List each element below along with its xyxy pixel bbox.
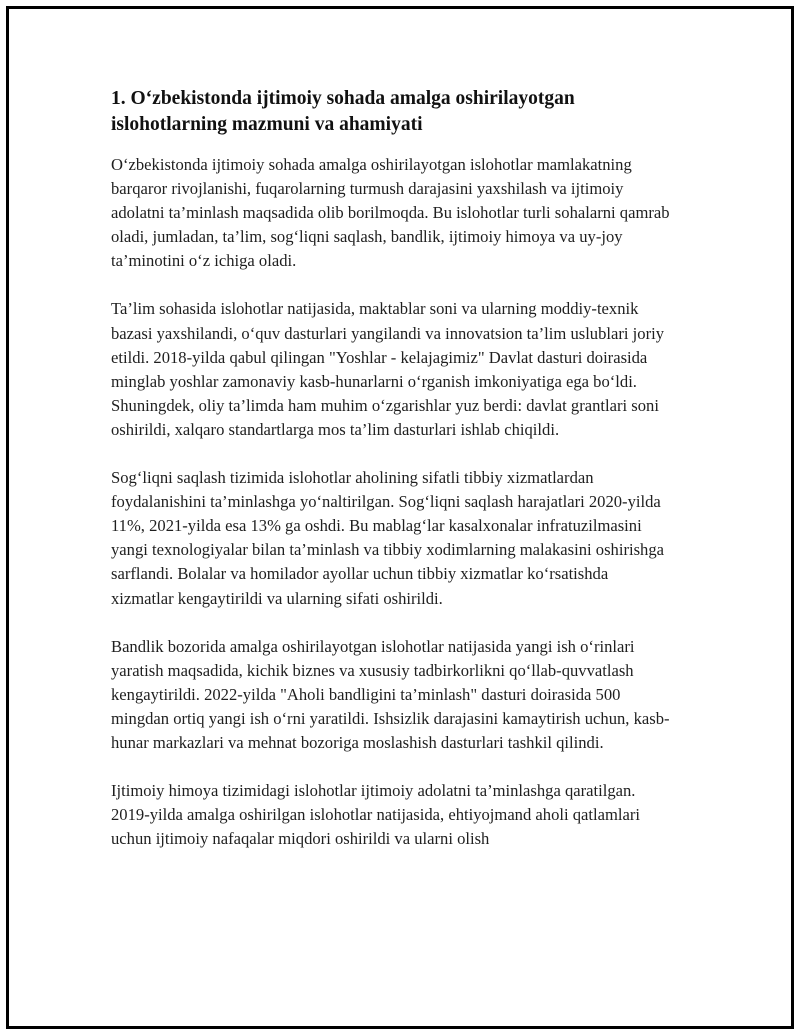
paragraph-intro: O‘zbekistonda ijtimoiy sohada amalga oshirilayotgan islohotlar mamlakatning barqaror rivojlanishi, fuqarolarning turmush darajasini yaxshilash va ijtimoiy adolatni ta’minlash maqsadida olib borilmoqda. Bu islohotlar turli sohalarni qamrab oladi, jumladan, ta’lim, sog‘liqni saqlash, bandlik, ijtimoiy himoya va uy-joy ta’minotini o‘z ichiga oladi. (111, 155, 670, 271)
paragraph-social-protection: Ijtimoiy himoya tizimidagi islohotlar ijtimoiy adolatni ta’minlashga qaratilgan. 2019-yilda amalga oshirilgan islohotlar natijasida, ehtiyojmand aholi qatlamlari uchun ijtimoiy nafaqalar miqdori oshirildi va ularni olish (111, 781, 641, 849)
paragraph-education: Ta’lim sohasida islohotlar natijasida, maktablar soni va ularning moddiy-texnik bazasi yaxshilandi, o‘quv dasturlari yangilandi va innovatsion ta’lim uslublari joriy etildi. 2018-yilda qabul qilingan "Yoshlar - kelajagimiz" Davlat dasturi doirasida minglab yoshlar zamonaviy kasb-hunarlarni o‘rganish imkoniyatiga ega bo‘ldi. Shuningdek, oliy ta’limda ham muhim o‘zgarishlar yuz berdi: davlat grantlari soni oshirildi, xalqaro standartlarga mos ta’lim dasturlari ishlab chiqildi. (111, 299, 665, 439)
document-body (111, 86, 671, 875)
paragraph-healthcare: Sog‘liqni saqlash tizimida islohotlar aholining sifatli tibbiy xizmatlardan foydalanishini ta’minlashga yo‘naltirilgan. Sog‘liqni saqlash harajatlari 2020-yilda 11%, 2021-yilda esa 13% ga oshdi. Bu mablag‘lar kasalxonalar infratuzilmasini yangi texnologiyalar bilan ta’minlash va tibbiy xodimlarning malakasini oshirishga sarflandi. Bolalar va homilador ayollar uchun tibbiy xizmatlar ko‘rsatishda xizmatlar kengaytirildi va ularning sifati oshirildi. (111, 468, 665, 608)
paragraph-employment: Bandlik bozorida amalga oshirilayotgan islohotlar natijasida yangi ish o‘rinlari yaratish maqsadida, kichik biznes va xususiy tadbirkorlikni qo‘llab-quvvatlash kengaytirildi. 2022-yilda "Aholi bandligini ta’minlash" dasturi doirasida 500 mingdan ortiq yangi ish o‘rni yaratildi. Ishsizlik darajasini kamaytirish uchun, kasb-hunar markazlari va mehnat bozoriga moslashish dasturlari tashkil qilindi. (111, 636, 670, 752)
section-heading: 1. O‘zbekistonda ijtimoiy sohada amalga oshirilayotgan islohotlarning mazmuni va ahamiyati (111, 88, 575, 135)
